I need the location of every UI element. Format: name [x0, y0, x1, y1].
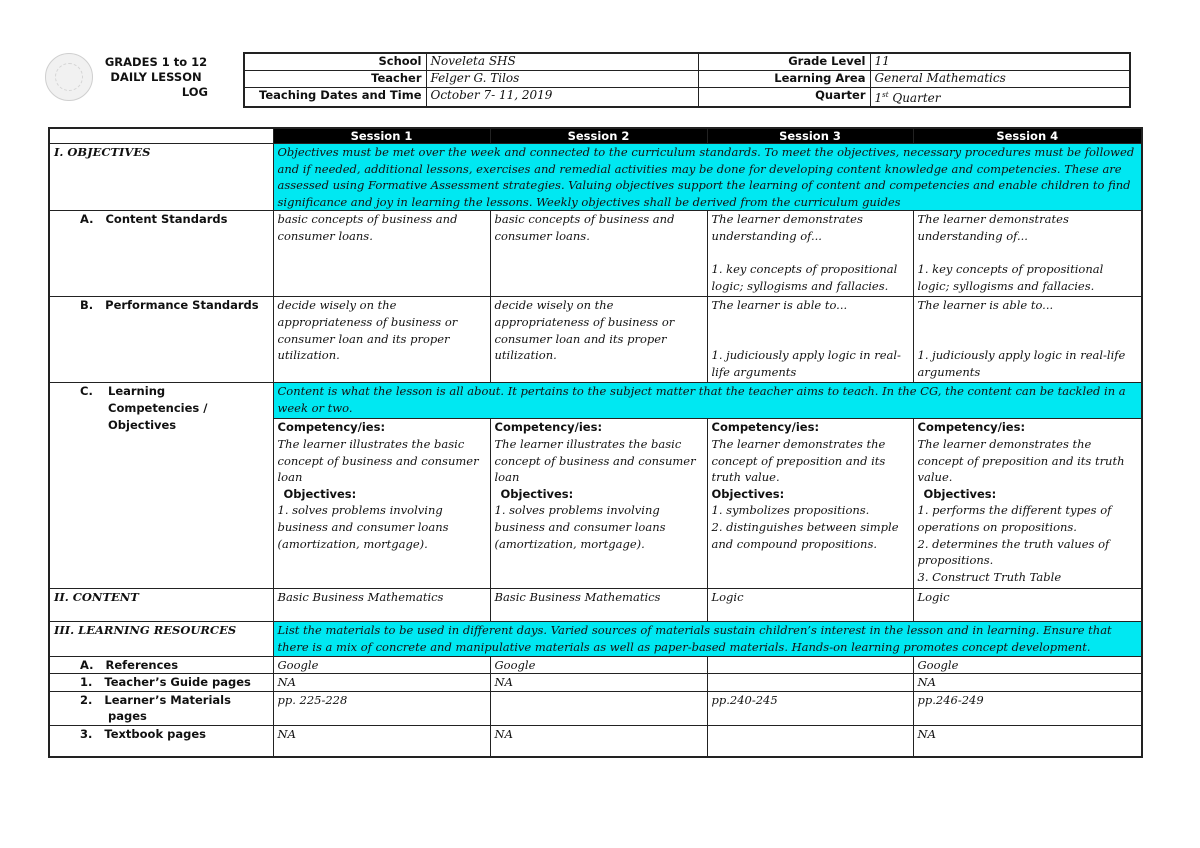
deped-seal — [45, 53, 93, 101]
ps-session-1: decide wisely on the appropriateness of business or consumer loan and its proper utilization. — [273, 297, 490, 383]
cs-session-2: basic concepts of business and consumer loans. — [490, 211, 707, 297]
school-label: School — [244, 53, 426, 71]
tg-session-1: NA — [273, 674, 490, 692]
lm-session-4: pp.246-249 — [913, 691, 1142, 725]
dates-value: October 7- 11, 2019 — [426, 88, 698, 108]
lesson-table — [48, 127, 1143, 758]
content-session-3: Logic — [707, 589, 913, 622]
content-session-4: Logic — [913, 589, 1142, 622]
comp-session-4: Competency/ies: The learner demonstrates the concept of preposition and its truth value. Objectives: 1. performs the different types of operations on propositions. 2. determines the truth values of propositions. 3. Construct Truth Table — [913, 419, 1142, 589]
ref-session-2: Google — [490, 656, 707, 674]
textbook-label: 3. Textbook pages — [49, 725, 273, 757]
tb-session-1: NA — [273, 725, 490, 757]
ps-session-2: decide wisely on the appropriateness of business or consumer loan and its proper utilization. — [490, 297, 707, 383]
session-4-header: Session 4 — [913, 128, 1142, 144]
lm-session-3: pp.240-245 — [707, 691, 913, 725]
comp-session-3: Competency/ies: The learner demonstrates the concept of preposition and its truth value. Objectives: 1. symbolizes propositions. 2. distinguishes between simple and compound propositions. — [707, 419, 913, 589]
ps-session-3: The learner is able to... 1. judiciously apply logic in real-life arguments — [707, 297, 913, 383]
content-label: II. CONTENT — [49, 589, 273, 622]
resources-note: List the materials to be used in different days. Varied sources of materials sustain children’s interest in the lesson and in learning. Ensure that there is a mix of concrete and manipulative materials as well as paper-based materials. Hands-on learning promotes concept development. — [273, 622, 1142, 656]
header-table — [243, 52, 1131, 108]
grade-level-label: Grade Level — [698, 53, 870, 71]
teacher-value: Felger G. Tilos — [426, 71, 698, 88]
competencies-label: C. Learning Competencies / Objectives — [49, 383, 273, 589]
resources-label: III. LEARNING RESOURCES — [49, 622, 273, 656]
ps-session-4: The learner is able to... 1. judiciously apply logic in real-life arguments — [913, 297, 1142, 383]
tb-session-2: NA — [490, 725, 707, 757]
lm-session-2 — [490, 691, 707, 725]
comp-session-1: Competency/ies: The learner illustrates the basic concept of business and consumer loan Objectives: 1. solves problems involving business and consumer loans (amortization, mortgage). — [273, 419, 490, 589]
teacher-label: Teacher — [244, 71, 426, 88]
grade-level-value: 11 — [870, 53, 1130, 71]
performance-standards-label: B. Performance Standards — [49, 297, 273, 383]
cs-session-4: The learner demonstrates understanding of... 1. key concepts of propositional logic; syllogisms and fallacies. — [913, 211, 1142, 297]
session-3-header: Session 3 — [707, 128, 913, 144]
ref-session-3 — [707, 656, 913, 674]
references-label: A. References — [49, 656, 273, 674]
school-value: Noveleta SHS — [426, 53, 698, 71]
quarter-label: Quarter — [698, 88, 870, 108]
learning-area-value: General Mathematics — [870, 71, 1130, 88]
tg-session-4: NA — [913, 674, 1142, 692]
session-1-header: Session 1 — [273, 128, 490, 144]
learners-materials-label: 2. Learner’s Materials pages — [49, 691, 273, 725]
session-2-header: Session 2 — [490, 128, 707, 144]
teachers-guide-label: 1. Teacher’s Guide pages — [49, 674, 273, 692]
tg-session-2: NA — [490, 674, 707, 692]
tg-session-3 — [707, 674, 913, 692]
content-standards-label: A. Content Standards — [49, 211, 273, 297]
competencies-note: Content is what the lesson is all about. It pertains to the subject matter that the teacher aims to teach. In the CG, the content can be tackled in a week or two. — [273, 383, 1142, 419]
objectives-label: I. OBJECTIVES — [49, 144, 273, 211]
tb-session-3 — [707, 725, 913, 757]
learning-area-label: Learning Area — [698, 71, 870, 88]
dates-label: Teaching Dates and Time — [244, 88, 426, 108]
dll-title: GRADES 1 to 12 DAILY LESSON LOG — [104, 55, 208, 99]
ref-session-4: Google — [913, 656, 1142, 674]
cs-session-3: The learner demonstrates understanding of... 1. key concepts of propositional logic; syllogisms and fallacies. — [707, 211, 913, 297]
tb-session-4: NA — [913, 725, 1142, 757]
comp-session-2: Competency/ies: The learner illustrates the basic concept of business and consumer loan Objectives: 1. solves problems involving business and consumer loans (amortization, mortgage). — [490, 419, 707, 589]
cs-session-1: basic concepts of business and consumer loans. — [273, 211, 490, 297]
lm-session-1: pp. 225-228 — [273, 691, 490, 725]
ref-session-1: Google — [273, 656, 490, 674]
content-session-1: Basic Business Mathematics — [273, 589, 490, 622]
content-session-2: Basic Business Mathematics — [490, 589, 707, 622]
quarter-value: 1st Quarter — [870, 88, 1130, 108]
objectives-note: Objectives must be met over the week and connected to the curriculum standards. To meet the objectives, necessary procedures must be followed and if needed, additional lessons, exercises and remedial activities may be done for developing content knowledge and competencies. These are assessed using Formative Assessment strategies. Valuing objectives support the learning of content and competencies and enable children to find significance and joy in learning the lessons. Weekly objectives shall be derived from the curriculum guides — [273, 144, 1142, 211]
